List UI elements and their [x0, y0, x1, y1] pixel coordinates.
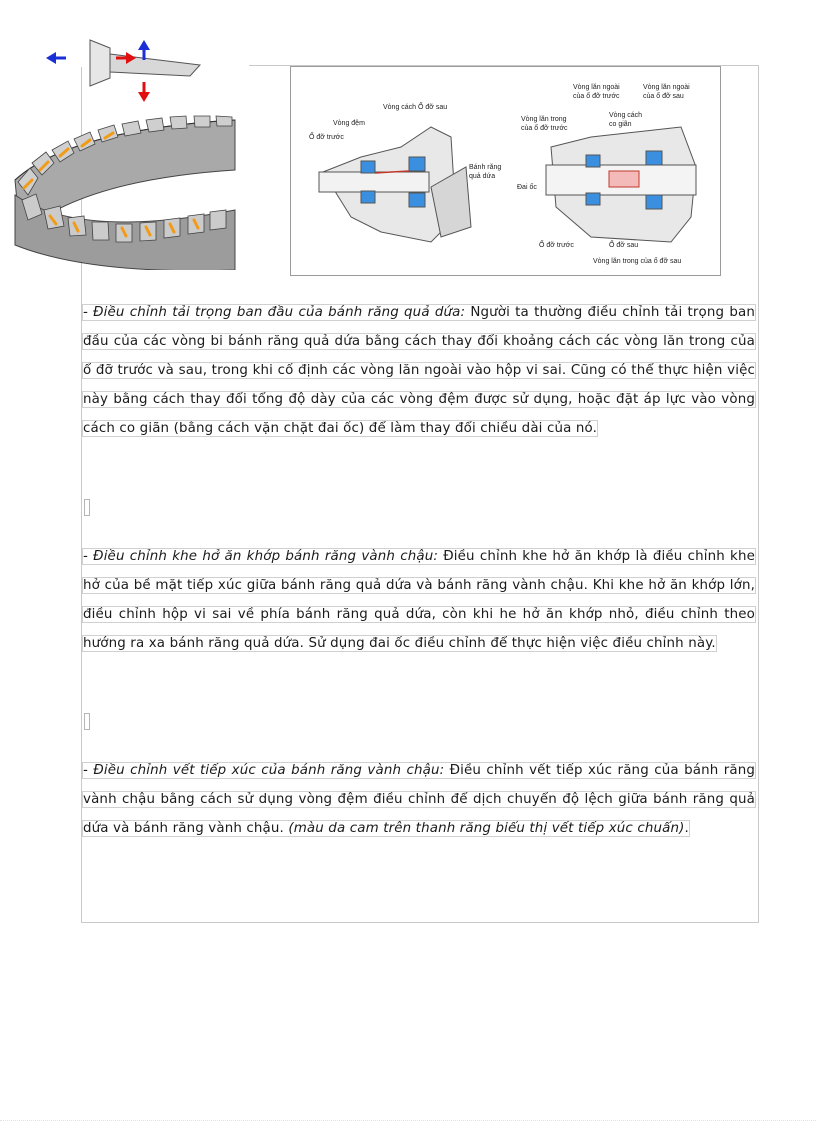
- label-spacer-1: Vòng cách: [609, 112, 643, 119]
- label-inner-race-rear: Vòng lăn trong của ổ đỡ sau: [593, 258, 682, 265]
- label-outer-race-rear-2: của ổ đỡ sau: [643, 93, 684, 100]
- label-outer-race-front-1: Vòng lăn ngoài: [573, 84, 620, 91]
- label-spacer-2: co giãn: [609, 121, 632, 128]
- heading-backlash: - Điều chỉnh khe hở ăn khớp bánh răng vành chậu:: [83, 549, 439, 564]
- paragraph-contact-pattern: [83, 756, 755, 843]
- paragraph-preload: [83, 298, 755, 443]
- body-preload: Người ta thường điều chỉnh tải trọng ban đầu của các vòng bi bánh răng quả dứa bằng cách thay đổi khoảng cách các vòng lăn trong của ổ đỡ trước và sau, trong khi cố định các vòng lăn ngoài vào hộp vi sai. Cũng có thể thực hiện việc này bằng cách thay đổi tổng độ dày của các vòng đệm được sử dụng, hoặc đặt áp lực vào vòng cách co giãn (bằng cách vặn chặt đai ốc) để làm thay đổi chiều dài của nó.: [83, 305, 755, 436]
- empty-paragraph-marker: [84, 499, 90, 516]
- body-backlash: Điều chỉnh khe hở ăn khớp là điều chỉnh khe hở của bề mặt tiếp xúc giữa bánh răng quả dứa và bánh răng vành chậu. Khi khe hở ăn khớp lớn, điều chỉnh hộp vi sai về phía bánh răng quả dứa, còn khi he hở ăn khớp nhỏ, điều chỉnh theo hướng ra xa bánh răng quả dứa. Sử dụng đai ốc điều chỉnh để thực hiện việc điều chỉnh này.: [83, 549, 755, 651]
- page-bottom-rule: [0, 1120, 816, 1121]
- label-rear-spacer: Vòng cách Ổ đỡ sau: [383, 104, 448, 111]
- label-outer-race-front-2: của ổ đỡ trước: [573, 93, 620, 100]
- paragraph-backlash: [83, 542, 755, 658]
- label-shim: Vòng đệm: [333, 120, 365, 127]
- label-pinion: Bánh răng: [469, 164, 502, 171]
- label-front-bearing: Ổ đỡ trước: [539, 242, 574, 249]
- tail-contact-pattern: .: [684, 821, 689, 836]
- differential-diagram: [290, 66, 721, 276]
- bearing-cross-section-figure: [291, 67, 720, 275]
- heading-contact-pattern: - Điều chỉnh vết tiếp xúc của bánh răng vành chậu:: [83, 763, 445, 778]
- label-nut: Đai ốc: [517, 184, 537, 191]
- gear-contact-illustration: [10, 30, 240, 270]
- label-outer-race-rear-1: Vòng lăn ngoài: [643, 84, 690, 91]
- force-arrows-icon: [46, 40, 200, 102]
- label-front-bearing-left: Ổ đỡ trước: [309, 134, 344, 141]
- heading-preload: - Điều chỉnh tải trọng ban đầu của bánh răng quả dứa:: [83, 305, 466, 320]
- body-contact-pattern: Điều chỉnh vết tiếp xúc răng của bánh răng vành chậu bằng cách sử dụng vòng đệm điều chỉnh để dịch chuyển độ lệch giữa bánh răng quả dứa và bánh răng vành chậu.: [83, 763, 756, 836]
- label-inner-race-front-2: của ổ đỡ trước: [521, 125, 568, 132]
- label-pinion-2: quả dứa: [469, 173, 496, 180]
- note-contact-pattern: (màu da cam trên thanh răng biểu thị vết tiếp xúc chuẩn): [288, 821, 685, 836]
- label-inner-race-front-1: Vòng lăn trong: [521, 116, 567, 123]
- label-rear-bearing: Ổ đỡ sau: [609, 242, 639, 249]
- empty-paragraph-marker: [84, 713, 90, 730]
